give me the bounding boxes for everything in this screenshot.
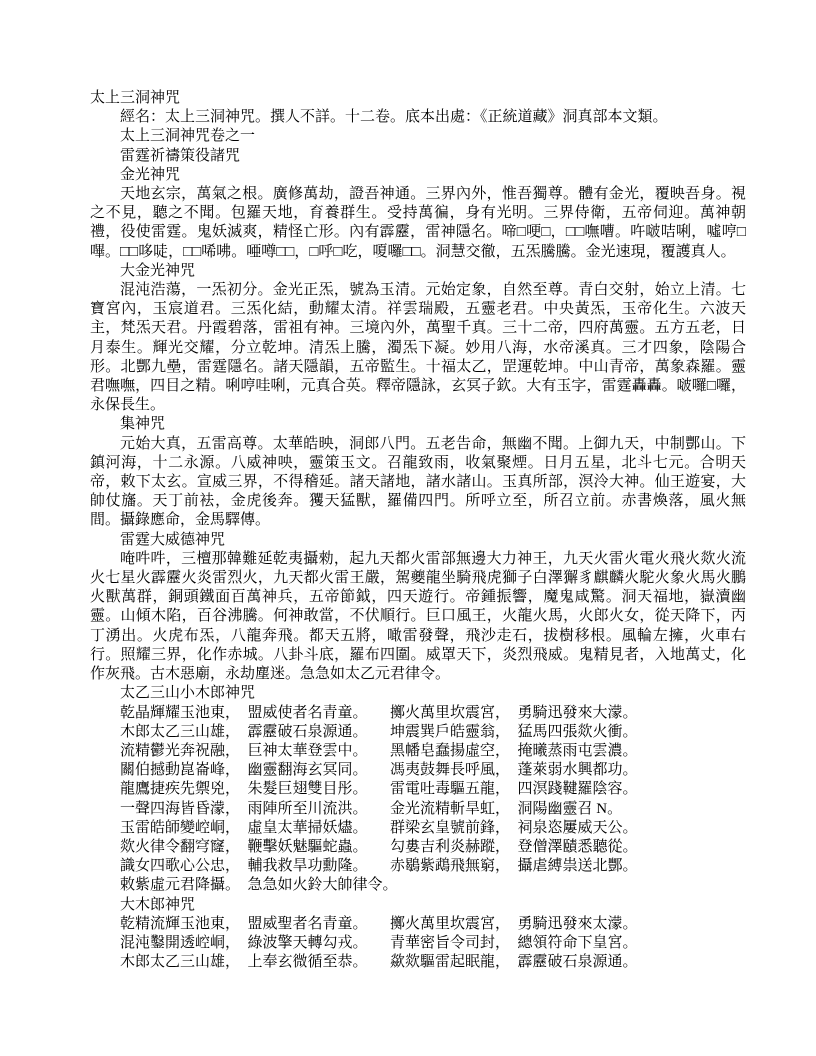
verse-line: 木郎太乙三山雄， 上奉玄微循至恭。 歘欻驅雷起眠龍， 霹靂破石泉源通。 xyxy=(120,954,638,971)
section-heading: 雷霆大威德神咒 xyxy=(120,531,226,548)
section-heading: 雷霆祈禱策役諸咒 xyxy=(120,147,241,164)
verse-line: 流精鬱光奔祝融， 巨神太華登雲中。 黑幡皂蠢揚虛空， 掩曦蒸雨屯雲濃。 xyxy=(120,742,638,759)
verse-line: 欻火律令翻穹窿， 鞭擊妖魅驅蛇蟲。 勾婁吉利炎赫蹤， 登僧澤賾悉聽從。 xyxy=(120,838,638,855)
verse-line: 關伯撼動崑崙峰， 幽靈翻海玄冥同。 馮夷鼓舞長呼風， 蓬萊弱水興都功。 xyxy=(120,762,638,779)
verse-line: 木郎太乙三山雄， 霹靂破石泉源通。 坤震巽戶皓靈翁， 猛馬四張欻火衝。 xyxy=(120,723,638,740)
paragraph: 混沌浩蕩，一炁初分。金光正炁，號為玉清。元始定象，自然至尊。青白交射，始立上清。七寶宮內，玉宸道君。三炁化結，動耀太清。祥雲瑞殿，五靈老君。中央黃炁，玉帝化生。六波天主，梵炁天君。丹霞碧落，雷祖有神。三境內外，萬聖千真。三十二帝，四府萬靈。五方五老，日月泰生。輝光交耀，分立乾坤。清炁上騰，濁炁下凝。妙用八海，水帝溪真。三才四象，陰陽合形。北酆九壘，雷霆隱名。諸天隱韻，五帝監生。十福太乙，罡運乾坤。中山青帝，萬象森羅。靈君嘸嘸，四目之精。唎哼哇唎，元真合英。釋帝隱詠，玄冥子欽。大有玉字，雷霆轟轟。啵囉□囉，永保長生。 xyxy=(90,282,746,414)
section-heading: 太上三洞神咒卷之一 xyxy=(120,128,256,145)
verse-line: 玉雷皓師變崆峒， 虛皇太華掃妖燼。 群梁玄皇號前鋒， 祠泉恣屢威天公。 xyxy=(120,819,638,836)
verse-line: 龍鷹捷疾先禦兇， 朱髮巨翅雙目彤。 雷電吐毒驅五龍， 四溟踐鞬羅陰容。 xyxy=(120,781,638,798)
verse-line: 乾晶輝耀玉池東， 盟威使者名青童。 擲火萬里坎震宮， 勇騎迅發來大濛。 xyxy=(120,704,638,721)
verse-line: 敕紫虛元君降攝。 急急如火鈴大帥律令。 xyxy=(120,877,398,894)
section-heading: 大木郎神咒 xyxy=(120,896,196,913)
paragraph: 唵吽吽，三檀那韓難延乾夷攝勑，起九天都火雷部無邊大力神王，九天火雷火電火飛火欻火流火七星火霹靂火炎雷烈火，九天都火雷王嚴，駕夔龍坐騎飛虎獅子白澤獬豸麒麟火駝火象火馬火鵬火獸萬群，銅頭鐵面百萬神兵，五帝節鉞，四天遊行。帝鍾振響，魔鬼咸驚。洞天福地，嶽瀆幽靈。山傾木陷，百谷沸騰。何神敢當，不伏順行。巨口風王，火龍火馬，火郎火女，從天降下，丙丁湧出。火虎布炁，八龍奔飛。都天五將，噉雷發聲，飛沙走石，拔樹移根。風輪左擁，火車右行。照耀三界，化作赤城。八卦斗底，羅布四圍。威罩天下，炎烈飛威。鬼精見者，入地萬丈，化作灰飛。古木惡廟，永劫塵迷。急急如太乙元君律令。 xyxy=(90,550,746,683)
document-body xyxy=(90,89,746,972)
paragraph: 元始大真，五雷高尊。太華皓映，洞郎八門。五老告命，無幽不聞。上御九天，中制酆山。下鎮河海，十二永源。八威神咉，靈策玉文。召龍致雨，收氣聚煙。日月五星，北斗七元。合明天帝，敕下太玄。宣威三界，不得稽延。諸天諸地，諸水諸山。玉真所部，溟泠大神。仙王遊宴，大帥仗旛。天丁前袪，金虎後奔。玃天猛獸，羅備四門。所呼立至，所召立前。赤書煥落，風火無間。攝錄應命，金馬驛傳。 xyxy=(90,435,746,529)
meta-line: 經名：太上三洞神咒。撰人不詳。十二卷。底本出處：《正統道藏》洞真部本文類。 xyxy=(120,109,668,126)
verse-line: 乾精流輝玉池東， 盟威聖者名青童。 擲火萬里坎震宮， 勇騎迅發來太濛。 xyxy=(120,915,638,932)
verse-line: 混沌鑿開透崆峒， 綠波擎天轉勾戎。 青華密旨令司封， 總領符命下皇宮。 xyxy=(120,934,638,951)
verse-line: 識女四歌心公忠， 輔我救旱功勳隆。 赤鶡紫鵡飛無窮， 攝虐縛祟送北酆。 xyxy=(120,858,638,875)
section-heading: 大金光神咒 xyxy=(120,262,196,279)
section-heading: 太乙三山小木郎神咒 xyxy=(120,685,256,702)
verse-line: 一聲四海皆昏濛， 雨陣所至川流洪。 金光流精斬旱虹， 洞陽幽靈召 N。 xyxy=(120,800,623,817)
section-heading: 集神咒 xyxy=(120,416,166,433)
doc-title: 太上三洞神咒 xyxy=(90,90,181,106)
paragraph: 天地玄宗，萬氣之根。廣修萬劫，證吾神通。三界內外，惟吾獨尊。體有金光，覆映吾身。視之不見，聽之不聞。包羅天地，育養群生。受持萬徧，身有光明。三界侍衛，五帝伺迎。萬神朝禮，役使雷霆。鬼妖滅爽，精怪亡形。內有霹靂，雷神隱名。啼□哽□，□□嘸嘈。吘啵咭唎，噓哼□嗶。□□哆唗，□□唏咈。唖噂□□，□呼□吃，嗄囉□□。洞慧交徹，五炁騰騰。金光速現，覆護真人。 xyxy=(90,186,746,260)
section-heading: 金光神咒 xyxy=(120,166,181,183)
